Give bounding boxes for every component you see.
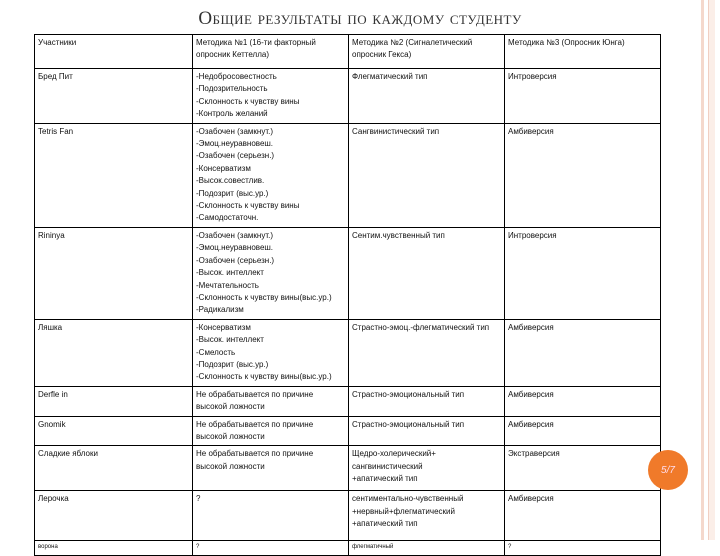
method3-cell: Амбиверсия	[505, 491, 661, 541]
method1-cell	[193, 319, 349, 386]
method1-cell	[193, 416, 349, 446]
participant-name: Лерочка	[35, 491, 193, 541]
cell-line: -Подозрит (выс.ур.)	[196, 359, 269, 369]
cell-line: -Высок. интеллект	[196, 335, 264, 345]
method2-cell	[349, 123, 505, 227]
participant-name: Бред Пит	[35, 69, 193, 124]
table-row	[35, 123, 661, 227]
header-cell: Методика №1 (16-ти факторный опросник Кеттелла)	[193, 35, 349, 69]
cell-line: -Склонность к чувству вины(выс.ур.)	[196, 372, 332, 382]
method2-cell	[349, 227, 505, 319]
decorative-border	[708, 0, 715, 540]
table-row	[35, 69, 661, 124]
cell-line: -Мечтательность	[196, 280, 259, 290]
cell-line: -Самодостаточн.	[196, 213, 259, 223]
cell-line: сангвинистический	[352, 461, 423, 471]
table-row	[35, 446, 661, 491]
cell-line: -Озабочен (серьезн.)	[196, 151, 275, 161]
cell-line: Сангвинистический тип	[352, 126, 440, 136]
cell-line: +апатический тип	[352, 519, 418, 529]
cell-line: -Склонность к чувству вины	[196, 96, 300, 106]
cell-line: -Консерватизм	[196, 163, 251, 173]
method2-cell	[349, 69, 505, 124]
cell-line: -Радикализм	[196, 305, 244, 315]
method2-cell	[349, 416, 505, 446]
method1-cell	[193, 123, 349, 227]
cell-line: Не обрабатывается по причине	[196, 419, 314, 429]
cell-line: +нервный+флегматический	[352, 506, 455, 516]
table-row	[35, 386, 661, 416]
method3-cell: Амбиверсия	[505, 386, 661, 416]
cell-line: -Высок.совестлив.	[196, 176, 265, 186]
cell-line: Флегматический тип	[352, 72, 428, 81]
cell-line: ?	[196, 544, 200, 551]
cell-line: -Подозрительность	[196, 84, 268, 94]
cell-line: -Озабочен (замкнут.)	[196, 230, 273, 240]
method1-cell	[193, 491, 349, 541]
cell-line: -Недобросовестность	[196, 72, 277, 81]
header-cell: Участники	[35, 35, 193, 69]
participant-name: Rininya	[35, 227, 193, 319]
table-row	[35, 541, 661, 556]
participant-name: Сладкие яблоки	[35, 446, 193, 491]
cell-line: -Подозрит (выс.ур.)	[196, 188, 269, 198]
cell-line: высокой ложности	[196, 402, 265, 412]
method2-cell	[349, 446, 505, 491]
cell-line: высокой ложности	[196, 431, 265, 441]
method2-cell	[349, 491, 505, 541]
method3-cell: Экстраверсия	[505, 446, 661, 491]
cell-line: -Эмоц.неуравновеш.	[196, 139, 274, 149]
cell-line: -Консерватизм	[196, 322, 251, 332]
cell-line: флегматичный	[352, 544, 394, 551]
table-row	[35, 416, 661, 446]
cell-line: +апатический тип	[352, 474, 418, 484]
cell-line: Страстно-эмоциональный тип	[352, 389, 465, 399]
method3-cell: Амбиверсия	[505, 123, 661, 227]
method1-cell	[193, 227, 349, 319]
cell-line: ?	[196, 494, 201, 504]
cell-line: Сентим.чувственный тип	[352, 230, 445, 240]
cell-line: Страстно-эмоциональный тип	[352, 419, 465, 429]
method1-cell	[193, 446, 349, 491]
method1-cell	[193, 386, 349, 416]
cell-line: -Эмоц.неуравновеш.	[196, 243, 274, 253]
cell-line: -Склонность к чувству вины	[196, 201, 300, 211]
table-row	[35, 491, 661, 541]
page-number-badge: 5/7	[648, 450, 688, 490]
table-row	[35, 227, 661, 319]
method3-cell: Амбиверсия	[505, 319, 661, 386]
cell-line: -Озабочен (серьезн.)	[196, 255, 275, 265]
cell-line: -Высок. интеллект	[196, 268, 264, 278]
participant-name: Derfle in	[35, 386, 193, 416]
cell-line: сентиментально-чувственный	[352, 494, 464, 504]
participant-name: Ляшка	[35, 319, 193, 386]
method3-cell: Интроверсия	[505, 227, 661, 319]
method3-cell: ?	[505, 541, 661, 556]
cell-line: Не обрабатывается по причине	[196, 449, 314, 459]
participant-name: Tetris Fan	[35, 123, 193, 227]
method2-cell	[349, 319, 505, 386]
method2-cell	[349, 386, 505, 416]
participant-name: Gnomik	[35, 416, 193, 446]
method2-cell	[349, 541, 505, 556]
table-row	[35, 319, 661, 386]
method3-cell: Интроверсия	[505, 69, 661, 124]
header-cell: Методика №2 (Сигналетический опросник Гекса)	[349, 35, 505, 69]
cell-line: Не обрабатывается по причине	[196, 389, 314, 399]
method1-cell	[193, 69, 349, 124]
decorative-border	[701, 0, 704, 540]
cell-line: -Смелость	[196, 347, 236, 357]
method3-cell: Амбиверсия	[505, 416, 661, 446]
cell-line: Страстно-эмоц.-флегматический тип	[352, 322, 490, 332]
participant-name: ворона	[35, 541, 193, 556]
header-cell: Методика №3 (Опросник Юнга)	[505, 35, 661, 69]
results-table	[34, 34, 661, 556]
cell-line: -Склонность к чувству вины(выс.ур.)	[196, 292, 332, 302]
slide-title: Общие результаты по каждому студенту	[198, 8, 522, 29]
cell-line: -Контроль желаний	[196, 109, 268, 119]
table-header-row	[35, 35, 661, 69]
cell-line: -Озабочен (замкнут.)	[196, 126, 273, 136]
method1-cell	[193, 541, 349, 556]
cell-line: высокой ложности	[196, 461, 265, 471]
cell-line: Щедро-холерический+	[352, 449, 436, 459]
